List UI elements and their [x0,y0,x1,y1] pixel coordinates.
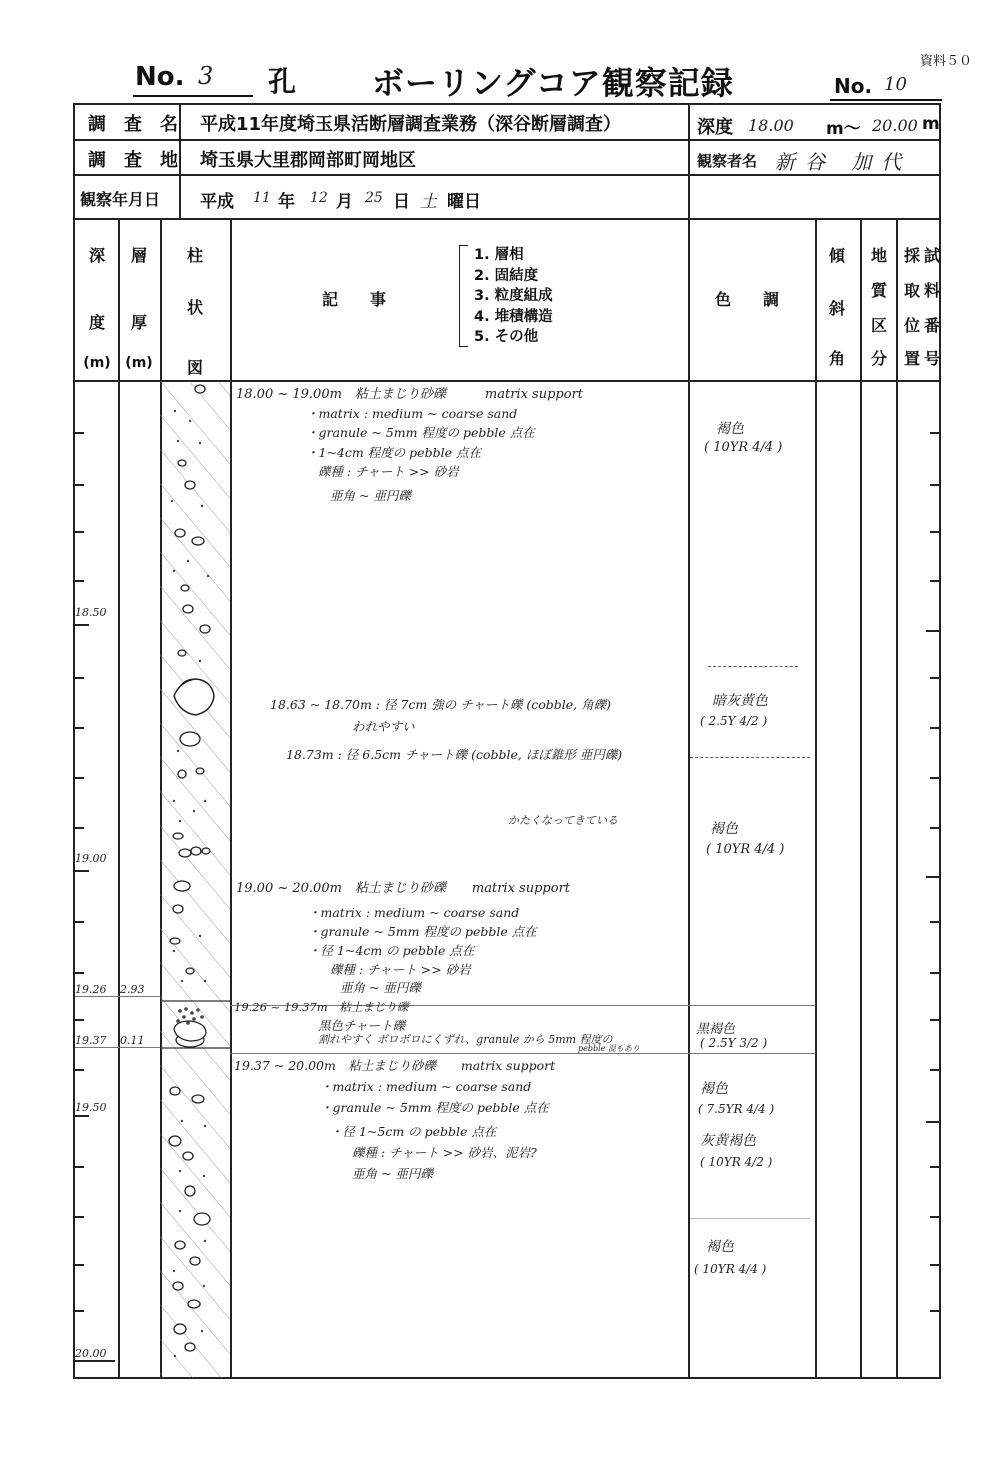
depth-to: 20.00 [872,116,918,135]
description-head: 記 事 [322,290,387,309]
depth-label-1900: 19.00 [75,852,107,865]
color-name: 褐色 [706,1239,734,1255]
sheet-no-underline [830,99,942,101]
desc-note: われやすい [352,719,415,734]
survey-name-label: 調 査 名 [88,114,178,135]
page-title: ボーリングコア観察記録 [372,64,734,102]
hole-char: 孔 [268,65,297,98]
boundary-1937-left [75,1047,160,1048]
desc-line: ・径 1~4cm の pebble 点在 [308,943,475,958]
boundary-1926-left [75,996,160,997]
date-weekday-unit: 曜日 [447,192,481,212]
desc-line: 黒色チャート礫 [318,1018,406,1033]
item-1: 1. 層相 [474,247,524,263]
item-4: 4. 堆積構造 [474,308,553,325]
color-boundary [690,1218,810,1219]
sheet-no: 10 [884,74,907,95]
date-year-unit: 年 [278,192,295,212]
item-3: 3. 粒度組成 [474,288,553,304]
desc-line: ・granule ~ 5mm 程度の pebble 点在 [306,425,535,440]
desc-line: 礫種 : チャート >> 砂岩 [330,962,471,977]
col-line [815,218,817,1379]
color-boundary [690,757,810,758]
observer-label: 観察者名 [697,152,758,170]
col-line [688,103,690,1379]
survey-name: 平成11年度埼玉県活断層調査業務（深谷断層調査） [200,114,622,135]
desc-line: pebble 混もあり [578,1044,640,1053]
desc-line: 割れやすく ボロボロにくずれ、granule から 5mm 程度の [318,1033,613,1046]
desc-line: ・granule ~ 5mm 程度の pebble 点在 [320,1100,549,1115]
color-name: 黒褐色 [696,1022,736,1037]
desc-line: ・matrix : medium ~ coarse sand [306,406,518,421]
depth-label-1950: 19.50 [75,1101,107,1114]
date-year: 11 [253,190,271,206]
color-value: ( 10YR 4/4 ) [704,440,783,455]
color-value: ( 10YR 4/4 ) [706,842,785,857]
desc-title: 18.00 ~ 19.00m 粘土まじり砂礫 matrix support [236,387,584,402]
color-value: ( 7.5YR 4/4 ) [698,1102,775,1116]
date-month: 12 [310,190,328,206]
items-bracket [459,245,468,347]
desc-note: 18.63 ~ 18.70m : 径 7cm 強の チャート礫 (cobble, 角礫) [270,697,611,712]
columnar-section [160,381,230,1378]
col-line [896,218,898,1379]
site: 埼玉県大里郡岡部町岡地区 [200,150,416,171]
row-line [73,218,941,220]
col-line [179,103,181,218]
col-line [230,218,232,1379]
color-head: 色 調 [715,290,780,309]
date-label: 観察年月日 [80,190,161,209]
desc-line: ・matrix : medium ~ coarse sand [308,905,520,920]
desc-line: 亜角 ~ 亜円礫 [340,980,421,995]
hole-no-underline [133,95,253,97]
depth-label-1850: 18.50 [75,606,107,619]
thickness-label-2: 0.11 [120,1034,145,1047]
color-boundary [708,666,798,667]
site-label: 調 査 地 [88,150,178,171]
date-era: 平成 [200,192,234,212]
color-value: ( 10YR 4/2 ) [700,1155,773,1169]
reference-label: 資料５０ [919,54,972,69]
thickness-label-1: 2.93 [120,983,145,996]
item-2: 2. 固結度 [474,267,539,284]
sheet-no-label: No. [834,74,873,98]
desc-line: ・granule ~ 5mm 程度の pebble 点在 [308,924,537,939]
observer: 新谷 加代 [775,150,912,174]
depth-from: 18.00 [748,116,794,135]
depth-label: 深度 [697,117,733,138]
color-value: ( 10YR 4/4 ) [694,1262,767,1276]
color-name: 褐色 [716,421,744,437]
color-name: 褐色 [700,1081,728,1097]
color-value: ( 2.5Y 3/2 ) [700,1036,768,1050]
depth-label-1937: 19.37 [75,1034,107,1047]
desc-line: ・1~4cm 程度の pebble 点在 [306,445,481,460]
date-day: 25 [365,190,383,206]
color-name: 暗灰黄色 [712,693,768,709]
desc-title: 19.00 ~ 20.00m 粘土まじり砂礫 matrix support [236,881,571,896]
item-5: 5. その他 [474,329,539,345]
desc-note: 18.73m : 径 6.5cm チャート礫 (cobble, ほぼ錐形 亜円礫) [286,747,623,762]
depth-label-1926: 19.26 [75,983,107,996]
desc-line: 亜角 ~ 亜円礫 [330,488,411,503]
desc-line: 礫種 : チャート >> 砂岩、泥岩? [352,1145,537,1160]
color-name: 灰黄褐色 [700,1133,756,1149]
depth-unit: m [922,114,940,134]
col-line [860,218,862,1379]
row-line [73,139,941,141]
boundary-1937-main [230,1053,815,1054]
depth-mid: m〜 [826,119,861,139]
col-line [118,218,120,1379]
color-value: ( 2.5Y 4/2 ) [700,714,768,728]
hole-no-label: No. [135,62,185,92]
items-list [474,245,553,348]
desc-title: 19.26 ~ 19.37m 粘土まじり礫 [234,1000,409,1014]
desc-title: 19.37 ~ 20.00m 粘土まじり砂礫 matrix support [234,1058,556,1073]
hole-no: 3 [198,62,214,90]
date-month-unit: 月 [336,192,353,212]
desc-line: ・径 1~5cm の pebble 点在 [330,1124,497,1139]
desc-note: かたくなってきている [508,814,618,827]
depth-label-2000: 20.00 [75,1347,107,1360]
desc-line: ・matrix : medium ~ coarse sand [320,1079,532,1094]
color-name: 褐色 [710,821,738,837]
desc-line: 礫種 : チャート >> 砂岩 [318,464,459,479]
date-weekday: 土 [420,192,437,212]
date-day-unit: 日 [393,192,410,212]
desc-line: 亜角 ~ 亜円礫 [352,1166,433,1181]
